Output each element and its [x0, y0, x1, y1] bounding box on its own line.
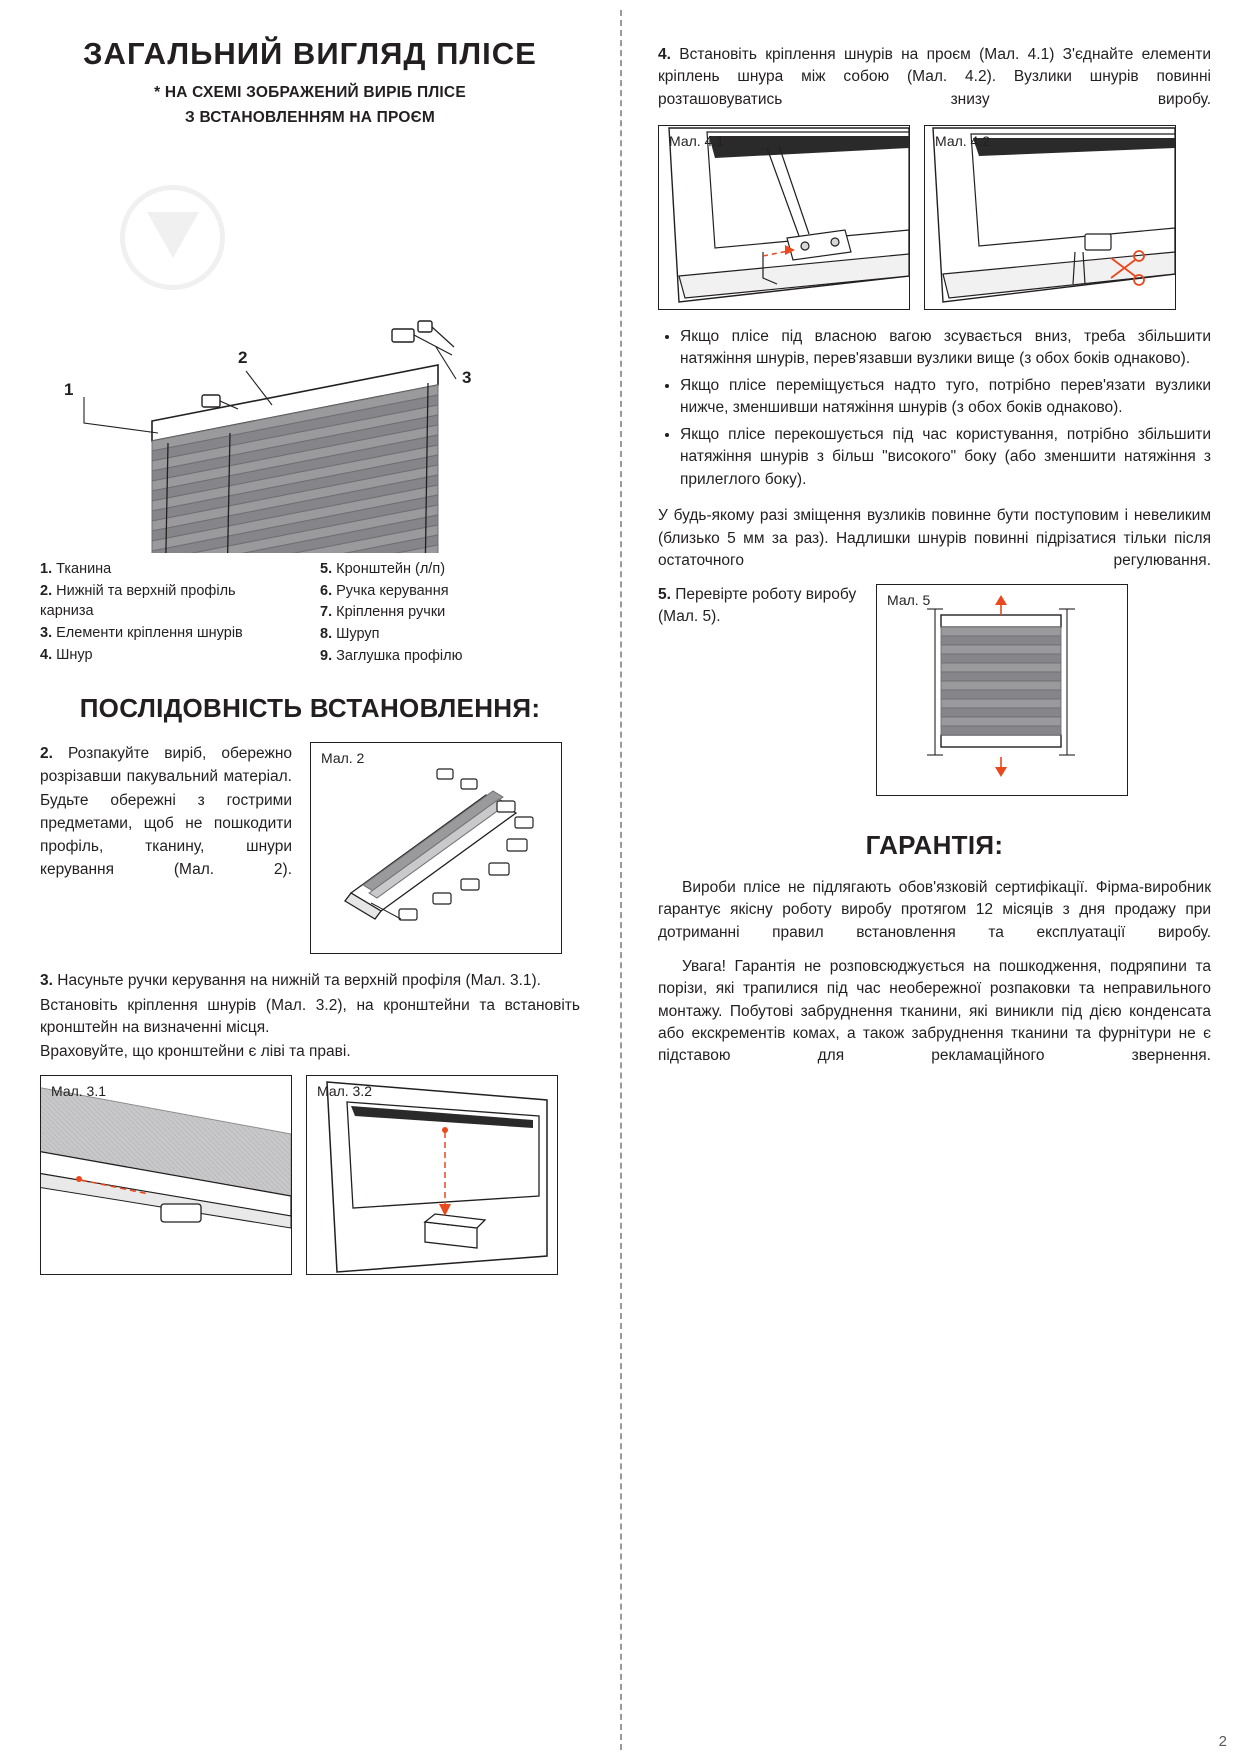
part-number: 8. — [320, 626, 333, 643]
parts-list — [40, 559, 580, 667]
page-title: ЗАГАЛЬНИЙ ВИГЛЯД ПЛІСЕ — [83, 36, 537, 71]
list-item — [320, 602, 462, 623]
list-item: • Якщо пліcе перекошується під час користування, потрібно збільшити натяжіння шнурів з більш "високого" боку (або зменшити натяжіння з прилеглого боку). — [680, 424, 1211, 491]
figure-3-1 — [40, 1075, 292, 1275]
part-number: 9. — [320, 647, 333, 664]
figure-4-1-caption: Мал. 4.1 — [669, 132, 725, 149]
step-3-line-2: Встановіть кріплення шнурів (Мал. 3.2), на кронштейни та встановіть кронштейн на визначенні місця. — [40, 996, 580, 1036]
figure-3-1-caption: Мал. 3.1 — [51, 1083, 107, 1100]
part-number: 3. — [40, 625, 53, 642]
step-5-block — [658, 584, 1211, 796]
figure-3-2 — [306, 1075, 558, 1275]
part-number: 7. — [320, 604, 333, 621]
part-label: Заглушка профілю — [336, 647, 463, 664]
callout-2: 2 — [238, 348, 248, 368]
part-number: 1. — [40, 561, 53, 578]
step-5-text-wrap — [658, 584, 858, 627]
list-item — [320, 559, 462, 580]
parts-list-column-2 — [320, 559, 462, 667]
figures-3-row — [40, 1075, 580, 1275]
part-number: 4. — [40, 646, 53, 663]
figure-2-caption: Мал. 2 — [321, 750, 365, 767]
right-column — [622, 0, 1245, 1760]
figure-3-2-caption: Мал. 3.2 — [317, 1083, 373, 1100]
warranty-paragraph-1: Вироби пліcе не підлягають обов'язковій сертифікації. Фірма-виробник гарантує якісну роботу виробу протягом 12 місяців з дня продажу при дотриманні правил встановлення та експлуатації виробу. — [658, 879, 1211, 941]
sequence-section-title: ПОСЛІДОВНІСТЬ ВСТАНОВЛЕННЯ: — [79, 693, 541, 724]
part-number: 5. — [320, 561, 333, 578]
part-label: Елементи кріплення шнурів — [56, 625, 243, 642]
step-2-text: Розпакуйте виріб, обережно розрізавши пакувальний матеріал. Будьте обережні з гострими предметами, щоб не пошкодити профіль, тканину, шнури керування (Мал. 2). — [40, 745, 292, 879]
warranty-paragraph-2: Увага! Гарантія не розповсюджується на пошкодження, подряпини та порізи, які трапилися під час необережної розпаковки та неправильного монтажу. Побутові забруднення тканини, які виникли під дією конденсата або екскрементів комах, а також забруднення тканини та фурнітури не є підставою для рекламаційного звернення. — [658, 958, 1211, 1065]
figure-4-2-caption: Мал. 4.2 — [935, 132, 991, 149]
part-label: Кріплення ручки — [336, 604, 446, 621]
parts-list-column-1 — [40, 559, 290, 667]
step-4-block — [658, 44, 1211, 111]
part-number: 2. — [40, 582, 53, 599]
part-number: 6. — [320, 582, 333, 599]
part-label: Шнур — [56, 646, 93, 663]
list-item — [320, 646, 462, 667]
list-item: • Якщо пліcе переміщується надто туго, потрібно перев'язати вузлики нижче, зменшивши натяжіння шнурів (з обох боків однаково). — [680, 375, 1211, 420]
list-item — [40, 559, 290, 580]
figure-5-caption: Мал. 5 — [887, 592, 931, 609]
part-label: Тканина — [56, 561, 112, 578]
part-label: Ручка керування — [336, 582, 449, 599]
list-item — [40, 623, 290, 644]
figure-4-1 — [658, 125, 910, 310]
step-4-number: 4. — [658, 46, 671, 63]
list-item: • Якщо пліcе під власною вагою зсувається вниз, треба збільшити натяжіння шнурів, перев'язавши вузлики вище (з обох боків однаково). — [680, 326, 1211, 371]
step-2-number: 2. — [40, 745, 53, 763]
step-4-text: Встановіть кріплення шнурів на проєм (Мал. 4.1) З'єднайте елементи кріплень шнура між собою (Мал. 4.2). Вузлики шнурів повинні розташовуватись знизу виробу. — [658, 46, 1211, 108]
list-item — [40, 645, 290, 666]
figures-4-row — [658, 125, 1211, 310]
step-3-line-1: Насуньте ручки керування на нижній та верхній профіля (Мал. 3.1). — [57, 972, 541, 990]
step-5-text: Перевірте роботу виробу (Мал. 5). — [658, 586, 857, 625]
left-column — [0, 0, 620, 1760]
step-2-block — [40, 742, 580, 954]
callout-1: 1 — [64, 380, 74, 400]
adjustment-bullet-list — [658, 326, 1211, 491]
part-label: Кронштейн (л/п) — [336, 561, 446, 578]
part-label: Нижній та верхній профіль карниза — [40, 582, 236, 620]
figure-4-2 — [924, 125, 1176, 310]
callout-3: 3 — [462, 368, 472, 388]
step-5-number: 5. — [658, 586, 671, 604]
step-2-text-wrap — [40, 742, 292, 882]
part-label: Шуруп — [336, 626, 380, 643]
step-3-number: 3. — [40, 972, 53, 990]
step-3-block — [40, 970, 580, 1275]
subtitle-line-1: * НА СХЕМІ ЗОБРАЖЕНИЙ ВИРІБ ПЛІСЕ — [154, 83, 466, 101]
page-edge — [1239, 0, 1245, 1760]
warranty-section-title: ГАРАНТІЯ: — [865, 830, 1004, 861]
figure-2 — [310, 742, 562, 954]
adjustment-note: У будь-якому разі зміщення вузликів повинне бути поступовим і невеликим (близько 5 мм за раз). Надлишки шнурів повинні підрізатися тільки після остаточного регулювання. — [658, 507, 1211, 569]
page-number: 2 — [1218, 1733, 1227, 1750]
step-3-line-3: Враховуйте, що кронштейни є ліві та праві. — [40, 1043, 351, 1061]
list-item — [320, 624, 462, 645]
subtitle-line-2: З ВСТАНОВЛЕННЯМ НА ПРОЄМ — [185, 108, 435, 126]
list-item — [40, 581, 290, 622]
list-item — [320, 581, 462, 602]
figure-5 — [876, 584, 1128, 796]
step-3-line-1-wrap — [40, 970, 580, 992]
pleated-blind-diagram — [40, 133, 580, 553]
